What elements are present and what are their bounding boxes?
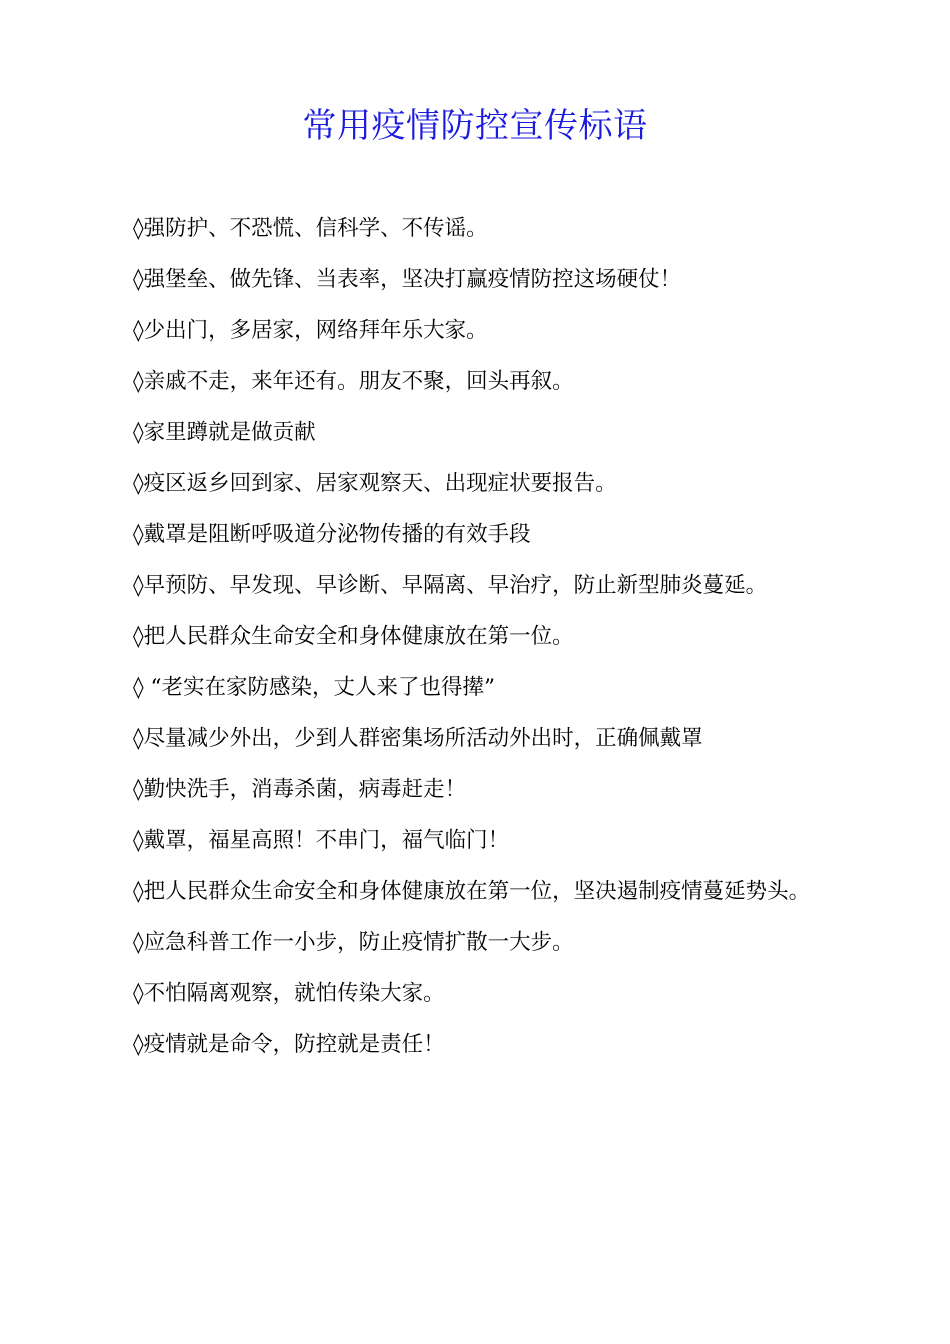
slogan-item: ◊强防护、不恐慌、信科学、不传谣。: [133, 216, 488, 241]
slogan-item: ◊不怕隔离观察，就怕传染大家。: [133, 981, 445, 1006]
slogan-item: ◊戴罩，福星高照！不串门，福气临门！: [133, 828, 510, 853]
slogan-item: ◊ “老实在家防感染，丈人来了也得撵”: [133, 675, 495, 700]
slogan-item: ◊疫区返乡回到家、居家观察天、出现症状要报告。: [133, 471, 617, 496]
page-title: 常用疫情防控宣传标语: [302, 106, 648, 146]
slogan-item: ◊勤快洗手，消毒杀菌，病毒赶走！: [133, 777, 467, 802]
slogan-item: ◊早预防、早发现、早诊断、早隔离、早治疗，防止新型肺炎蔓延。: [133, 573, 768, 598]
slogan-list: [133, 203, 833, 1070]
slogan-item: ◊强堡垒、做先锋、当表率，坚决打赢疫情防控这场硬仗！: [133, 267, 682, 292]
slogan-item: ◊戴罩是阻断呼吸道分泌物传播的有效手段: [133, 522, 531, 547]
slogan-item: ◊把人民群众生命安全和身体健康放在第一位。: [133, 624, 574, 649]
slogan-item: ◊疫情就是命令，防控就是责任！: [133, 1032, 445, 1057]
slogan-item: ◊尽量减少外出，少到人群密集场所活动外出时，正确佩戴罩: [133, 726, 703, 751]
slogan-item: ◊亲戚不走，来年还有。朋友不聚，回头再叙。: [133, 369, 574, 394]
slogan-item: ◊把人民群众生命安全和身体健康放在第一位，坚决遏制疫情蔓延势头。: [133, 879, 811, 904]
slogan-item: ◊少出门，多居家，网络拜年乐大家。: [133, 318, 488, 343]
slogan-item: ◊应急科普工作一小步，防止疫情扩散一大步。: [133, 930, 574, 955]
slogan-item: ◊家里蹲就是做贡献: [133, 420, 316, 445]
